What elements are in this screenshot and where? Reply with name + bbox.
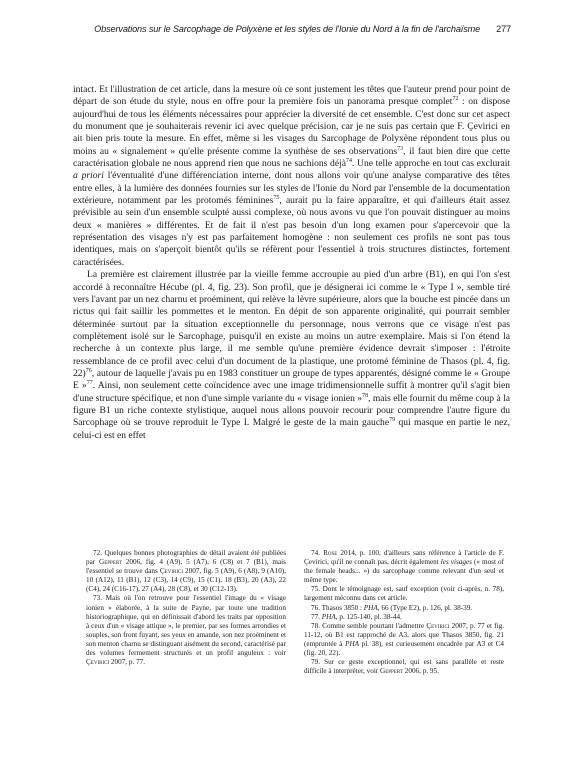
footnotes xyxy=(86,549,504,676)
footnote-number: 79. xyxy=(311,658,320,667)
text-run: , mais elle fournit du même coup à la figure B1 un riche contexte stylistique, auquel nous allons pouvoir recourir pour comprendre l'autre figure du Sarcophage où se trouve reproduit le Type I. Malgré le geste de la main gauche xyxy=(73,392,510,429)
footnote-ref-72: 72 xyxy=(452,96,459,103)
author-name: Çevirici xyxy=(86,658,110,667)
footnotes-left-column xyxy=(86,549,286,676)
text-run: Sur ce geste exceptionnel, qui est sans parallèle et reste difficile à interpréter, voir xyxy=(304,658,504,676)
footnote-number: 76. xyxy=(311,603,320,612)
italic-phrase: PHA xyxy=(321,612,336,621)
author-name: Çevirici xyxy=(159,567,183,576)
text-run: . Ainsi, non seulement cette coïncidence avec une image tridimensionnelle suffit à montrer qu'il s'agit bien d'une structure spécifique, et non d'une simple variante du « visage ionien » xyxy=(73,380,510,404)
paragraph-1 xyxy=(73,84,510,269)
footnote-ref-76: 76 xyxy=(85,367,92,374)
text-run: pl. 38), est curieusement encadrée par A3 et C4 (fig. 20, 22). xyxy=(304,639,504,658)
text-run: Quelques bonnes photographies de détail avaient été publiées par xyxy=(86,549,287,567)
main-text xyxy=(73,84,510,442)
footnote-ref-78: 78 xyxy=(362,392,369,399)
footnote-ref-74: 74 xyxy=(345,157,352,164)
text-run: qui masque en partie le nez, celui-ci est en effet xyxy=(73,417,510,441)
page-number: 277 xyxy=(496,24,511,34)
footnote-number: 77. xyxy=(311,612,320,621)
text-run: , 66 (Type E2), p. 126, pl. 38-39. xyxy=(377,603,473,612)
text-run: intact. Et l'illustration de cet article, dans la mesure où ce sont justement les têtes que l'auteur prend pour point de départ de son étude du style, nous en offre pour la première fois un panorama presque complet xyxy=(73,84,510,108)
text-run: Dont le témoignage est, sauf exception (voir ci-après, n. 78), largement méconnu dans cet article. xyxy=(304,585,504,603)
footnote-ref-79: 79 xyxy=(389,417,396,424)
italic-phrase: PHA xyxy=(345,639,360,648)
text-run: 2007, p. 77. xyxy=(109,658,146,667)
text-run: , aurait pu la faire apparaître, et qui d'ailleurs était assez prévisible au sein d'un ensemble sculpté aussi complexe, où nous avons vu que l'on pouvait distinguer au moins deux « manières » différentes. Et de fait il n'est pas besoin d'un long examen pour s'apercevoir que la représentation des visages n'y est pas parfaitement homogène : non seulement ces profils ne sont pas tous identiques, mais on s'aperçoit bientôt qu'ils se réfèrent pour l'essentiel à trois structures distinctes, fortement caractérisées. xyxy=(73,195,511,268)
italic-phrase: les visages xyxy=(440,558,472,567)
italic-phrase: a priori xyxy=(73,170,104,182)
text-run: , p. 125-140, pl. 38-44. xyxy=(335,612,402,621)
author-name: Geppert xyxy=(380,667,403,676)
footnote-78 xyxy=(304,622,504,658)
text-run: Thasos 3850 : xyxy=(321,603,364,612)
author-name: Çevirici xyxy=(426,621,450,630)
footnote-number: 75. xyxy=(311,585,320,594)
footnote-number: 74. xyxy=(311,549,320,557)
text-run: Comme semble pourtant l'admettre xyxy=(322,621,427,630)
footnote-76 xyxy=(304,604,504,613)
paragraph-2 xyxy=(73,269,510,442)
text-run: La première est clairement illustrée par la vieille femme accroupie au pied d'un arbre (B1), en qui l'on s'est accordé à reconnaître Hécube (pl. 4, fig. 23). Son profil, que je désignerai ici comme le « Type I », semble tiré vers l'avant par un nez charnu et proéminent, qui relève la lèvre supérieure, alors que la bouche est pincée dans un rictus qui fait saillir les pommettes et le menton. En dépit de son apparente originalité, qui pourrait sembler déterminée surtout par la situation exceptionnelle du personnage, nous verrons que ce visage n'est pas complètement isolé sur le Sarcophage, puisqu'il en existe au moins un autre exemplaire. Mais si l'on étend la recherche à un contexte plus large, il me semble qu'une première évidence devrait s'imposer : l'étroite ressemblance de ce profil avec celui d'un document de la plastique, une protomé féminine de Thasos (pl. 4, fig. 22) xyxy=(73,269,510,379)
footnote-ref-73: 73 xyxy=(397,145,404,152)
text-run: 2006, p. 95. xyxy=(402,667,439,676)
footnote-ref-77: 77 xyxy=(86,380,93,387)
text-run: 2007, p. 77 et fig. 11-12, où B1 est rapproché de A3, alors que Thasos 3850, fig. 21 (empruntée à xyxy=(304,621,504,648)
footnote-number: 73. xyxy=(93,594,102,603)
text-run: Mais où l'on retrouve pour l'essentiel l'image du « visage ionien » élaborée, à la suite de Payne, par toute une tradition historiographique, qui en définissait d'abord les traits par opposition à ceux d'un « visage attique », le premier, par ses formes arrondies et souples, son front fuyant, ses yeux en amande, son nez proéminent et son menton charnu se distinguant aisément du second, caractérisé par des volumes fermement structurés et un profil anguleux : voir xyxy=(86,594,287,658)
footnote-number: 72. xyxy=(93,549,102,557)
italic-phrase: PHA xyxy=(363,603,378,612)
text-run: l'éventualité d'une différenciation interne, dont nous allons voir qu'une analyse comparative des têtes entre elles, à la lumière des données fournies sur les styles de l'Ionie du Nord par l'ensemble de la documentation extérieure, notamment par les protomés féminines xyxy=(73,170,510,207)
footnote-number: 78. xyxy=(311,621,320,630)
running-title: Observations sur le Sarcophage de Polyxène et les styles de l'Ionie du Nord à la fin de l'archaïsme xyxy=(94,24,481,34)
text-run: , autour de laquelle j'avais pu en 1983 constituer un groupe de types apparentés, désigné comme le « Groupe E » xyxy=(73,367,510,392)
footnote-74 xyxy=(304,549,504,585)
text-run: 2014, p. 100, d'ailleurs sans référence à l'article de F. Çevirici, qu'il ne connaît pas, décrit également xyxy=(304,549,504,567)
footnote-77 xyxy=(304,613,504,622)
footnote-75 xyxy=(304,585,504,603)
footnote-73 xyxy=(86,594,286,667)
author-name: Geppert xyxy=(99,558,122,567)
text-run: , il faut bien dire que cette caractérisation globale ne nous apprend rien que nous ne sachions déjà xyxy=(73,145,511,170)
footnotes-right-column xyxy=(304,549,504,676)
footnote-ref-75: 75 xyxy=(273,194,280,201)
footnote-72 xyxy=(86,549,286,594)
running-header xyxy=(60,24,511,34)
text-run: : on dispose aujourd'hui de tous les éléments nécessaires pour apprécier la diversité de cet ensemble. C'est donc sur cet aspect du monument que je souhaiterais revenir ici avec quelque précision, car je ne suis pas certain que F. Çevirici en ait bien pris toute la mesure. En effet, même si les visages du Sarcophage de Polyxène répondent tous plus ou moins au « signalement » qu'elle présente comme la synthèse de ses observations xyxy=(73,96,510,157)
text-run: 2006, fig. 4 (A9), 5 (A7), 6 (C8) et 7 (B1), mais l'essentiel se trouve dans xyxy=(86,558,286,576)
text-run: 2007, fig. 5 (A9), 6 (A8), 9 (A10), 10 (A12), 11 (B1), 12 (C3), 14 (C9), 15 (C1), 18 (B3), 20 (A3), 22 (C4), 24 (C16-17), 27 (A4), 28 (C8), et 30 (C12-13). xyxy=(86,567,286,594)
text-run: (« most of the female heads... ») du sarcophage comme relevant d'un seul et même type. xyxy=(304,558,504,585)
text-run: . Une telle approche en tout cas exclurait xyxy=(351,158,510,170)
author-name: Rose xyxy=(323,549,338,557)
footnote-79 xyxy=(304,658,504,676)
